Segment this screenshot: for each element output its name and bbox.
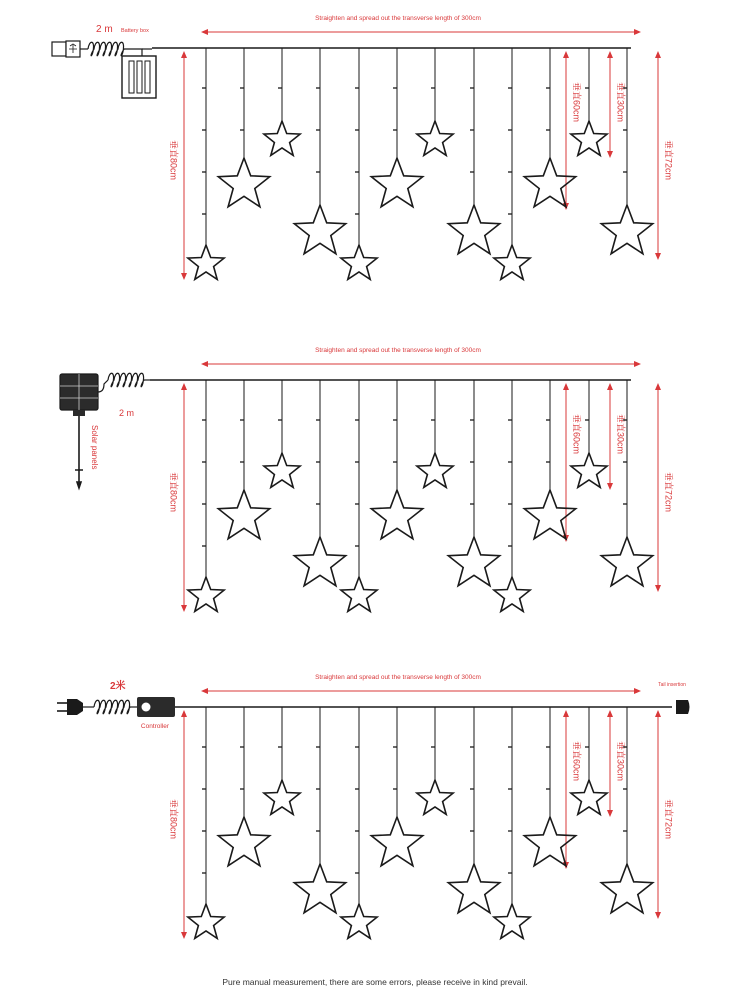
arrow-head — [607, 383, 613, 390]
star-light-icon — [341, 577, 377, 611]
drop-80-label: 垂直80cm — [168, 471, 179, 513]
star-light-icon — [601, 205, 652, 254]
light-strand — [494, 707, 530, 938]
arrow-head — [655, 253, 661, 260]
spread-label: Straighten and spread out the transverse length of 300cm — [315, 15, 481, 22]
arrow-head — [201, 361, 208, 367]
arrow-head — [181, 605, 187, 612]
arrow-head — [607, 710, 613, 717]
light-strand — [494, 48, 530, 279]
star-light-icon — [571, 453, 607, 487]
light-strand — [371, 48, 422, 207]
arrow-head — [181, 383, 187, 390]
star-light-icon — [448, 205, 499, 254]
arrow-head — [634, 688, 641, 694]
spread-label: Straighten and spread out the transverse length of 300cm — [315, 347, 481, 354]
star-light-icon — [417, 780, 453, 814]
light-strand — [188, 48, 224, 279]
light-strand — [264, 48, 300, 155]
arrow-head — [655, 710, 661, 717]
usb-head — [52, 42, 66, 56]
light-strand — [371, 380, 422, 539]
light-strand — [417, 707, 453, 814]
ground-stake-icon — [75, 416, 83, 488]
light-strand — [601, 707, 652, 913]
star-light-icon — [188, 904, 224, 938]
light-strand — [264, 380, 300, 487]
light-strand — [524, 48, 575, 207]
arrow-head — [607, 51, 613, 58]
light-strand — [494, 380, 530, 611]
light-strand — [448, 707, 499, 913]
arrow-head — [181, 273, 187, 280]
footer-note: Pure manual measurement, there are some errors, please receive in kind prevail. — [222, 977, 528, 987]
battery-box-icon — [122, 56, 156, 98]
star-light-icon — [371, 490, 422, 539]
light-strand — [524, 707, 575, 866]
light-strand — [417, 48, 453, 155]
light-strand — [341, 707, 377, 938]
star-light-icon — [294, 205, 345, 254]
arrow-head — [634, 29, 641, 35]
panel-solar — [60, 347, 675, 612]
cable-length-label: 2米 — [110, 681, 126, 692]
star-light-icon — [524, 817, 575, 866]
light-strand — [448, 48, 499, 254]
arrow-head — [181, 932, 187, 939]
coiled-cable — [108, 373, 144, 387]
star-light-icon — [294, 537, 345, 586]
cable-length-label: 2 m — [96, 24, 113, 35]
star-light-icon — [294, 864, 345, 913]
solar-panels-label: Solar panels — [90, 425, 99, 470]
arrow-head — [655, 585, 661, 592]
star-light-icon — [218, 490, 269, 539]
drop-72-label: 垂直72cm — [663, 798, 674, 840]
light-strand — [601, 48, 652, 254]
light-strand — [341, 48, 377, 279]
light-strand — [294, 48, 345, 254]
usb-plug-icon — [52, 41, 80, 57]
light-strand — [524, 380, 575, 539]
light-strand — [448, 380, 499, 586]
drop-30-label: 垂直30cm — [615, 81, 626, 123]
star-light-icon — [494, 904, 530, 938]
star-light-icon — [601, 537, 652, 586]
arrow-head — [655, 51, 661, 58]
drop-60-label: 垂直60cm — [571, 740, 582, 782]
star-light-icon — [371, 158, 422, 207]
coiled-cable — [88, 42, 124, 56]
arrow-head — [607, 810, 613, 817]
star-light-icon — [264, 121, 300, 155]
solar-mount — [73, 410, 85, 416]
arrow-head — [181, 710, 187, 717]
plug-body — [67, 699, 83, 715]
star-light-icon — [571, 121, 607, 155]
drop-30-label: 垂直30cm — [615, 740, 626, 782]
light-strand — [341, 380, 377, 611]
light-strand — [188, 380, 224, 611]
star-light-icon — [218, 817, 269, 866]
star-light-icon — [417, 453, 453, 487]
tail-connector-icon — [672, 700, 690, 714]
drop-80-label: 垂直80cm — [168, 798, 179, 840]
star-light-icon — [601, 864, 652, 913]
star-light-icon — [494, 245, 530, 279]
arrow-head — [563, 710, 569, 717]
star-light-icon — [218, 158, 269, 207]
star-light-icon — [571, 780, 607, 814]
star-light-icon — [341, 245, 377, 279]
coiled-cable — [94, 700, 130, 714]
cable — [98, 380, 108, 392]
star-light-icon — [524, 490, 575, 539]
light-strand — [294, 380, 345, 586]
star-light-icon — [448, 864, 499, 913]
light-strand — [188, 707, 224, 938]
arrow-head — [607, 483, 613, 490]
star-light-icon — [448, 537, 499, 586]
arrow-head — [634, 361, 641, 367]
light-strand — [601, 380, 652, 586]
panel-battery — [52, 15, 675, 280]
arrow-head — [655, 912, 661, 919]
power-plug-icon — [57, 699, 83, 715]
star-light-icon — [341, 904, 377, 938]
drop-72-label: 垂直72cm — [663, 139, 674, 181]
light-strand — [417, 380, 453, 487]
controller-label: Controller — [140, 723, 170, 730]
tail-insertion-label: Tail insertion — [658, 682, 686, 688]
star-light-icon — [417, 121, 453, 155]
drop-80-label: 垂直80cm — [168, 139, 179, 181]
arrow-head — [201, 688, 208, 694]
cable-length-label: 2 m — [119, 408, 135, 418]
light-strand — [218, 380, 269, 539]
controller-button — [142, 703, 151, 712]
arrow-head — [563, 51, 569, 58]
star-light-icon — [524, 158, 575, 207]
light-strand — [294, 707, 345, 913]
light-strand — [218, 707, 269, 866]
star-light-icon — [188, 577, 224, 611]
arrow-head — [201, 29, 208, 35]
drop-72-label: 垂直72cm — [663, 471, 674, 513]
star-light-icon — [494, 577, 530, 611]
drop-30-label: 垂直30cm — [615, 413, 626, 455]
star-light-icon — [264, 780, 300, 814]
star-light-icon — [264, 453, 300, 487]
arrow-head — [655, 383, 661, 390]
arrow-head — [563, 383, 569, 390]
arrow-head — [607, 151, 613, 158]
battery-case — [122, 56, 156, 98]
star-light-icon — [188, 245, 224, 279]
drop-60-label: 垂直60cm — [571, 413, 582, 455]
battery-box-label: Battery box — [121, 28, 149, 34]
arrow-head — [181, 51, 187, 58]
star-light-icon — [371, 817, 422, 866]
spread-label: Straighten and spread out the transverse length of 300cm — [315, 674, 481, 681]
light-strand — [371, 707, 422, 866]
controller-box-icon — [137, 697, 175, 717]
drop-60-label: 垂直60cm — [571, 81, 582, 123]
light-strand — [218, 48, 269, 207]
light-strand — [264, 707, 300, 814]
panel-mains — [57, 674, 690, 939]
